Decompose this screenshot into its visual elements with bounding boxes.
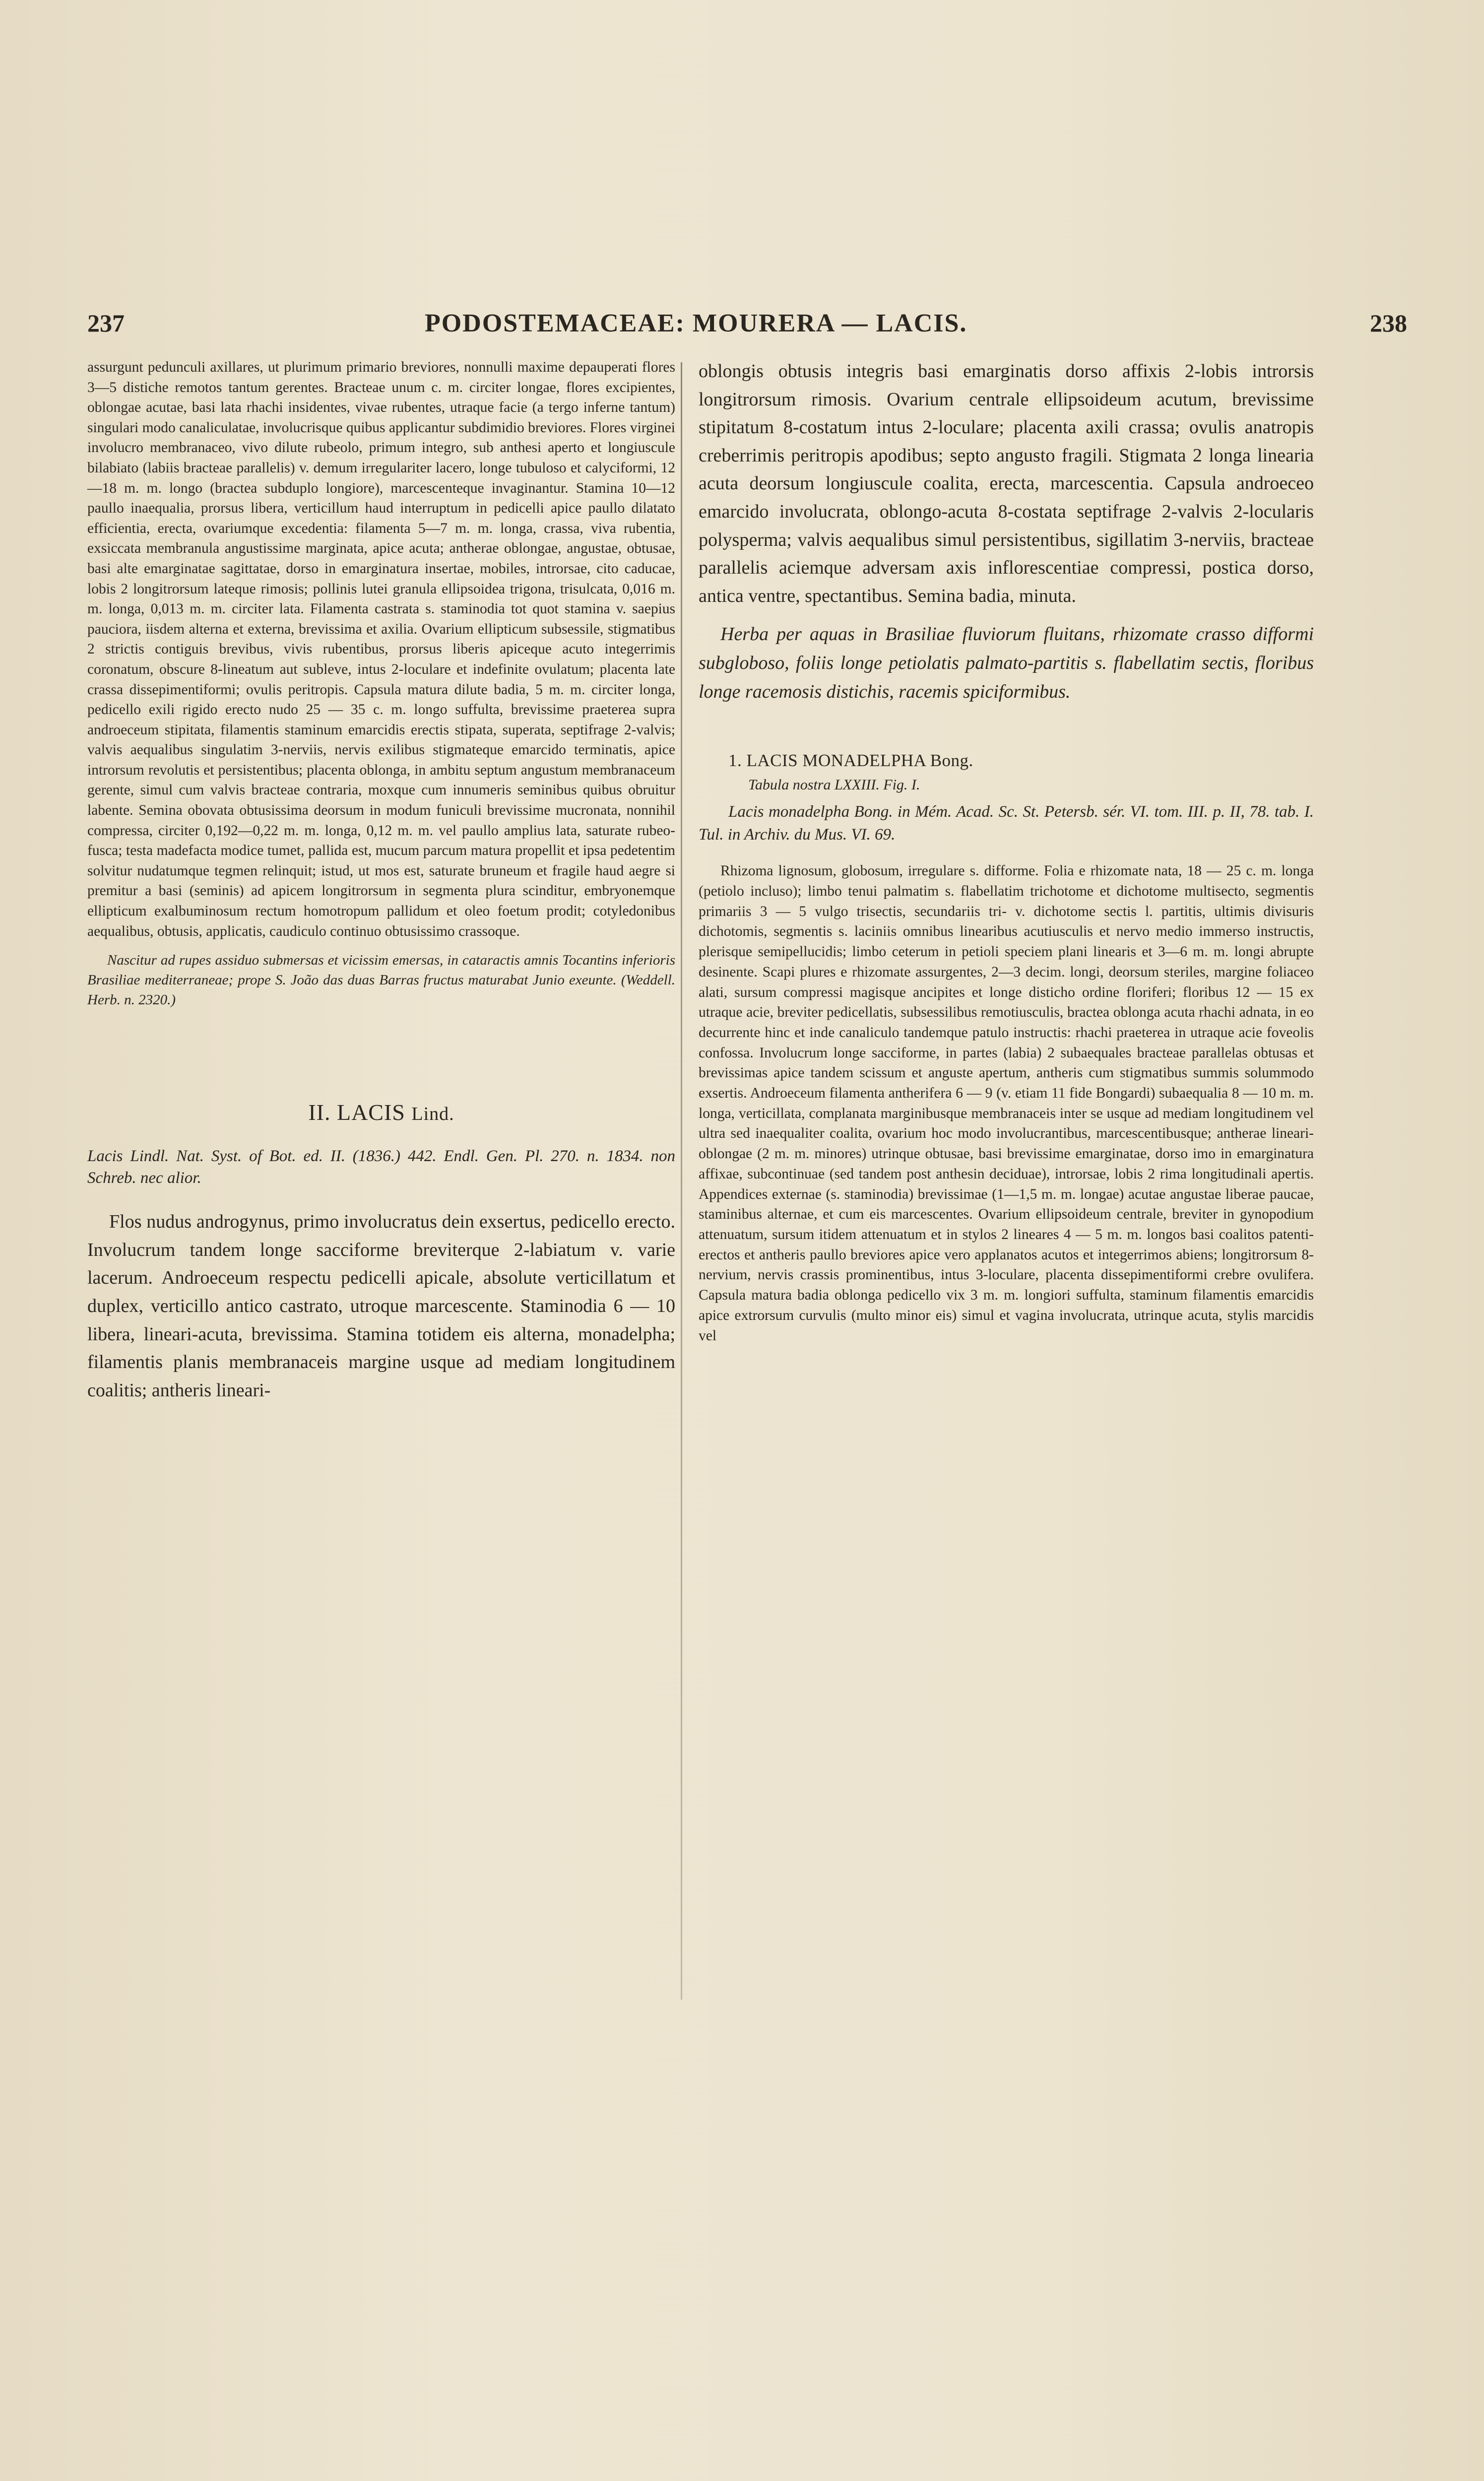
- species-title: 1. LACIS MONADELPHA: [728, 751, 926, 771]
- running-header: [87, 309, 1407, 343]
- species-heading: [728, 751, 1314, 771]
- genus-description: Flos nudus androgynus, primo involucratus dein exsertus, pedicello erecto. Involucrum tandem longe sacciforme breviterque 2-labiatum v. varie lacerum. Androeceum respectu pedicelli apicale, absolute verticillatum et duplex, verticillo antico castrato, utroque marcescente. Staminodia 6 — 10 libera, lineari-acuta, brevissima. Stamina totidem eis alterna, monadelpha; filamentis planis membranaceis margine usque ad mediam longitudinem coalitis; antheris lineari-: [87, 1211, 675, 1401]
- species-description: Rhizoma lignosum, globosum, irregulare s. difforme. Folia e rhizomate nata, 18 — 25 c. m. longa (petiolo incluso); limbo tenui palmatim s. flabellatim trichotome et dichotome multisecto, segmentis primariis 3 — 5 vulgo trisectis, secundariis tri- v. dichotome sectis l. partitis, ultimis divisuris dichotomis, segmentis s. laciniis omnibus linearibus acutiusculis et nervo medio immerso instructis, plerisque semipellucidis; limbo ceterum in petioli speciem plani linearis et 3—6 m. m. longi abrupte desinente. Scapi plures e rhizomate assurgentes, 2—3 decim. longi, deorsum steriles, margine foliaceo alati, sursum compressi magisque ancipites et longe disticho ordine floriferi; floribus 12 — 15 ex utraque acie, breviter pedicellatis, subsessilibus remotiusculis, bractea oblonga acuta rhachi adnata, in eo decurrente hinc et inde canaliculo tandemque patulo instructis: rhachi praeterea in utraque acie foveolis confossa. Involucrum longe sacciforme, in partes (labia) 2 subaequales bracteae parallelas obtusas et brevissimas apice tandem scissum et anguste apertum, antheris cum stigmatibus summis solummodo exsertis. Androeceum filamenta antherifera 6 — 9 (v. etiam 11 fide Bongardi) subaequalia 8 — 10 m. m. longa, verticillata, complanata marginibusque membranaceis inter se usque ad mediam longitudinem vel ultra sed inaequaliter coalita, ovarium hoc modo involucrantibus, marcescentibusque; antherae lineari-oblongae (2 m. m. minores) utrinque obtusae, basi brevissime emarginatae, dorso imo in emarginatura affixae, subcontinuae (sed tandem post anthesin deciduae), introrsae, lobis 2 rima longitudinali apertis. Appendices externae (s. staminodia) brevissimae (1—1,5 m. m. longae) acutae angustae liberae paucae, staminibus alternae, et cum eis marcescentes. Ovarium ellipsoideum centrale, breviter in gynopodium attenuatum, sursum itidem attenuatum et in stylos 2 lineares 4 — 5 m. m. longos basi coalitos patenti-erectos et antheris paullo breviores apice vero applanatos acutos et integerrimos abiens; longitrorsum 8-nervium, nervis crassis prominentibus, intus 3-loculare, placenta dissepimentiformi crebre ovulifera. Capsula matura badia oblonga pedicello vix 3 m. m. longiori suffulta, staminum filamentis emarcidis apice extrorsum curvulis (multo minor eis) simul et vagina involucrata, utrinque acuta, stylis marcidis vel: [699, 863, 1314, 1344]
- herba-summary: Herba per aquas in Brasiliae fluviorum fluitans, rhizomate crasso difformi subgloboso, foliis longe petiolatis palmato-partitis s. flabellatim sectis, floribus longe racemosis distichis, racemis spiciformibus.: [699, 624, 1314, 703]
- mourera-description: assurgunt pedunculi axillares, ut plurimum primario breviores, nonnulli maxime depauperati flores 3—5 distiche remotos tantum gerentes. Bracteae unum c. m. circiter longae, flores excipientes, oblongae acutae, basi lata rhachi insidentes, vivae rubentes, utraque facie (a tergo inferne tantum) singulari modo canaliculatae, involucrisque quibus applicantur subdimidio breviores. Flores virginei involucro membranaceo, vivo dilute rubeolo, primum integro, sub anthesi aperto et longiuscule bilabiato (labiis bracteae parallelis) v. demum irregulariter lacero, longe tubuloso et calyciformi, 12—18 m. m. longo (bractea subduplo longiore), marcescenteque invaginantur. Stamina 10—12 paullo inaequalia, prorsus libera, verticillum haud interruptum in pedicelli apice paullo dilatato efficientia, erecta, ovariumque excedentia: filamenta 5—7 m. m. longa, crassa, viva rubentia, exsiccata membranula angustissime marginata, apice acuta; antherae oblongae, angustae, obtusae, basi alte emarginatae sagittatae, dorso in emarginatura insertae, mobiles, introrsae, cito caducae, lobis 2 longitrorsum lateque rimosis; pollinis lutei granula ellipsoidea trigona, trisulcata, 0,016 m. m. longa, 0,013 m. m. circiter lata. Filamenta castrata s. staminodia tot quot stamina v. saepius pauciora, iisdem alterna et externa, brevissima et axilia. Ovarium ellipticum subsessile, stigmatibus 2 strictis contiguis brevibus, vivis rubentibus, prorsus liberis apiceque acuto integerrimis coronatum, obscure 8-lineatum aut subleve, intus 2-loculare et indefinite ovulatum; placenta late crassa dissepimentiformi; ovulis peritropis. Capsula matura dilute badia, 5 m. m. circiter longa, pedicello exili rigido erecto nudo 25 — 35 c. m. longo suffulta, brevissime praeterea supra androeceum stipitata, filamentis staminum emarcidis erectis stipata, superata, septifrage 2-valvis; valvis aequalibus singulatim 3-nerviis, nervis exilibus stigmateque emarcido terminatis, apice introrsum revolutis et persistentibus; placenta oblonga, in ambitu septum angustum membranaceum gerente, simul cum valvis bracteae contraria, moxque cum innumeris seminibus quibus obruitur labente. Semina obovata obtusissima deorsum in modum funiculi brevissime mucronata, nonnihil compressa, circiter 0,192—0,22 m. m. longa, 0,12 m. m. vel paullo amplius lata, saturate rubeo-fusca; testa madefacta modice tumet, pallida est, mucum parcum matura propellit et ipsa pedetentim solvitur nudatumque tegmen relinquit; istud, ut mos est, saturate bruneum et fragile haud aegre si premitur a basi (seminis) ad apicem longitrorsum in segmenta plura scinditur, embryonemque ellipticum exalbuminosum rectum homotropum pallidum et oleo foetum prodit; cotyledonibus aequalibus, obtusis, applicatis, caudiculo continuo obtusissimo crassoque.: [87, 359, 675, 939]
- plate-reference: Tabula nostra LXXIII. Fig. I.: [748, 777, 920, 793]
- running-title: PODOSTEMACEAE: MOURERA — LACIS.: [425, 309, 968, 337]
- species-author: Bong.: [930, 751, 973, 771]
- genus-description-continued: oblongis obtusis integris basi emarginatis dorso affixis 2-lobis introrsis longitrorsum rimosis. Ovarium centrale ellipsoideum acutum, brevissime stipitatum 8-costatum intus 2-loculare; placenta axili crassa; ovulis anatropis creberrimis peritropis apodibus; septo angusto fragili. Stigmata 2 longa linearia acuta deorsum longiuscule coalita, erecta, marcescentia. Capsula androeceo emarcido involucrata, oblongo-acuta 8-costata septifrage 2-valvis 2-locularis polysperma; valvis aequalibus simul persistentibus, sigillatim 3-nerviis, bracteae parallelis aciemque adversam axis inflorescentiae compressi, postica dorso, antica ventre, spectantibus. Semina badia, minuta.: [699, 361, 1314, 606]
- genus-author: Lind.: [411, 1104, 454, 1125]
- genus-title: II. LACIS: [308, 1100, 405, 1125]
- page-number-left: 237: [87, 309, 125, 337]
- habitat-note: Nascitur ad rupes assiduo submersas et vicissim emersas, in cataractis amnis Tocantins inferioris Brasiliae mediterraneae; prope S. João das duas Barras fructus maturabat Junio exeunte. (Weddell. Herb. n. 2320.): [87, 952, 675, 1008]
- species-reference: Lacis monadelpha Bong. in Mém. Acad. Sc. St. Petersb. sér. VI. tom. III. p. II, 78. tab. I. Tul. in Archiv. du Mus. VI. 69.: [699, 803, 1314, 844]
- column-divider: [681, 362, 682, 2000]
- genus-synonymy: Lacis Lindl. Nat. Syst. of Bot. ed. II. (1836.) 442. Endl. Gen. Pl. 270. n. 1834. non Schreb. nec alior.: [87, 1147, 675, 1187]
- genus-heading: [87, 1099, 675, 1125]
- right-column: [699, 357, 1314, 2451]
- page-number-right: 238: [1370, 309, 1407, 337]
- left-column: [87, 357, 675, 2451]
